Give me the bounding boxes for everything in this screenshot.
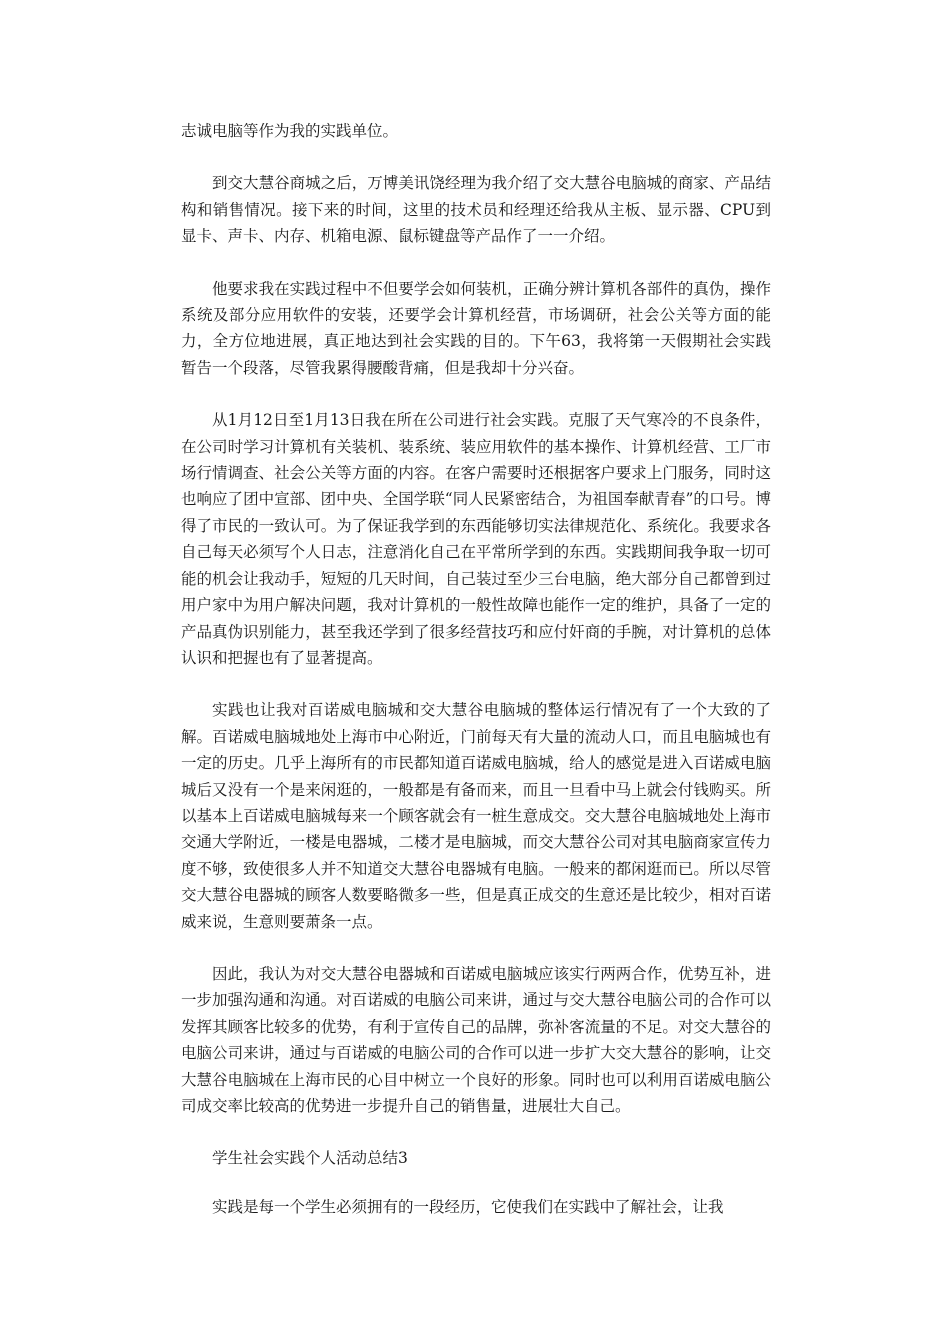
paragraph-1: 志诚电脑等作为我的实践单位。 (181, 122, 399, 140)
paragraph-2: 到交大慧谷商城之后，万博美讯饶经理为我介绍了交大慧谷电脑城的商家、产品结构和销售情况。接下来的时间，这里的技术员和经理还给我从主板、显示器、CPU到显卡、声卡、内存、机箱电源、鼠标键盘等产品作了一一介绍。 (181, 174, 771, 246)
paragraph-4: 从1月12日至1月13日我在所在公司进行社会实践。克服了天气寒冷的不良条件，在公司时学习计算机有关装机、装系统、装应用软件的基本操作、计算机经营、工厂市场行情调查、社会公关等方面的内容。在客户需要时还根据客户要求上门服务，同时这也响应了团中宣部、团中央、全国学联“同人民紧密结合，为祖国奉献青春”的口号。博得了市民的一致认可。为了保证我学到的东西能够切实法律规范化、系统化。我要求各自己每天必须写个人日志，注意消化自己在平常所学到的东西。实践期间我争取一切可能的机会让我动手，短短的几天时间，自己装过至少三台电脑，绝大部分自己都曾到过用户家中为用户解决问题，我对计算机的一般性故障也能作一定的维护，具备了一定的产品真伪识别能力，甚至我还学到了很多经营技巧和应付奸商的手腕，对计算机的总体认识和把握也有了显著提高。 (181, 411, 771, 667)
paragraph-3: 他要求我在实践过程中不但要学会如何装机，正确分辨计算机各部件的真伪，操作系统及部分应用软件的安装，还要学会计算机经营，市场调研，社会公关等方面的能力，全方位地进展，真正地达到社会实践的目的。下午63，我将第一天假期社会实践暂告一个段落，尽管我累得腰酸背痛，但是我却十分兴奋。 (181, 279, 771, 377)
document-body (181, 118, 771, 1246)
section-heading: 学生社会实践个人活动总结3 (212, 1149, 408, 1168)
paragraph-7: 实践是每一个学生必须拥有的一段经历，它使我们在实践中了解社会，让我 (212, 1197, 724, 1216)
paragraph-5: 实践也让我对百诺威电脑城和交大慧谷电脑城的整体运行情况有了一个大致的了解。百诺威电脑城地处上海市中心附近，门前每天有大量的流动人口，而且电脑城也有一定的历史。几乎上海所有的市民都知道百诺威电脑城，给人的感觉是进入百诺威电脑城后又没有一个是来闲逛的，一般都是有备而来，而且一旦看中马上就会付钱购买。所以基本上百诺威电脑城每来一个顾客就会有一桩生意成交。交大慧谷电脑城地处上海市交通大学附近，一楼是电器城，二楼才是电脑城，而交大慧谷公司对其电脑商家宣传力度不够，致使很多人并不知道交大慧谷电器城有电脑。一般来的都闲逛而已。所以尽管交大慧谷电器城的顾客人数要略微多一些，但是真正成交的生意还是比较少，相对百诺威来说，生意则要萧条一点。 (181, 701, 771, 931)
paragraph-6: 因此，我认为对交大慧谷电器城和百诺威电脑城应该实行两两合作，优势互补，进一步加强沟通和沟通。对百诺威的电脑公司来讲，通过与交大慧谷电脑公司的合作可以发挥其顾客比较多的优势，有利于宣传自己的品牌，弥补客流量的不足。对交大慧谷的电脑公司来讲，通过与百诺威的电脑公司的合作可以进一步扩大交大慧谷的影响，让交大慧谷电脑城在上海市民的心目中树立一个良好的形象。同时也可以利用百诺威电脑公司成交率比较高的优势进一步提升自己的销售量，进展壮大自己。 (181, 964, 771, 1115)
